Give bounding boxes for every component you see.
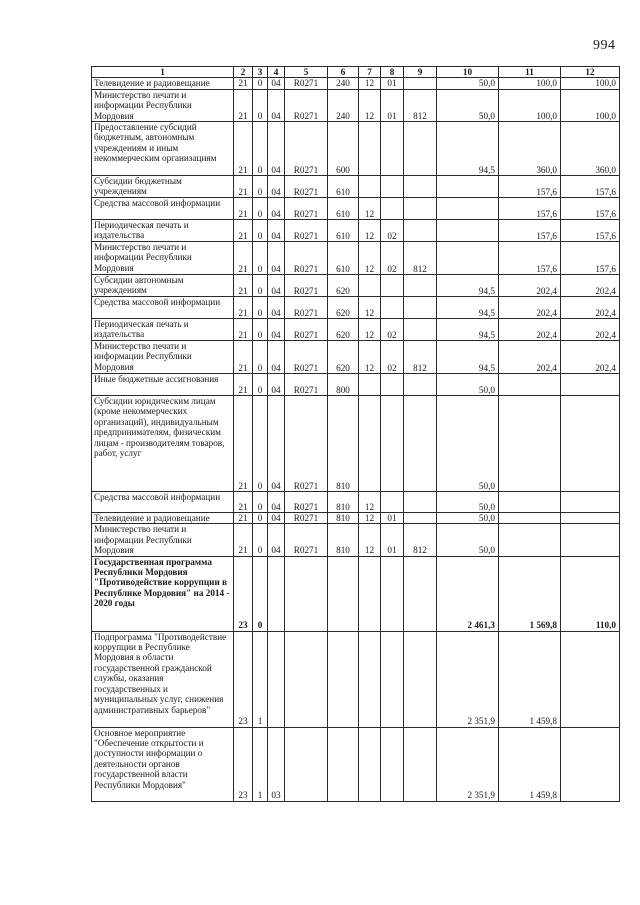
event-cell: 04 <box>268 319 285 341</box>
chapter-cell <box>359 396 381 492</box>
expense-type-cell: 240 <box>328 78 359 89</box>
event-cell: 04 <box>268 89 285 121</box>
subprogram-cell: 0 <box>253 275 268 297</box>
amount-col11-cell: 202,4 <box>499 319 561 341</box>
table-row <box>92 396 620 492</box>
section-code-cell: 21 <box>234 275 253 297</box>
row-name-cell: Министерство печати и информации Республики Мордовия <box>92 242 234 275</box>
chapter-cell: 12 <box>359 524 381 556</box>
event-cell: 04 <box>268 122 285 176</box>
amount-col10-cell: 2 461,3 <box>437 556 499 631</box>
event-cell <box>268 631 285 727</box>
chapter-cell: 12 <box>359 492 381 513</box>
direction-cell: R0271 <box>285 78 328 89</box>
row-name-cell: Периодическая печать и издательства <box>92 319 234 341</box>
amount-col12-cell <box>561 374 620 396</box>
ministry-cell <box>404 727 437 801</box>
table-row <box>92 220 620 242</box>
ministry-cell <box>404 198 437 220</box>
subsection-cell: 02 <box>381 341 404 374</box>
expense-type-cell: 810 <box>328 524 359 556</box>
section-code-cell: 21 <box>234 319 253 341</box>
expense-type-cell: 620 <box>328 297 359 319</box>
subsection-cell <box>381 198 404 220</box>
column-header: 5 <box>285 67 328 78</box>
amount-col10-cell: 94,5 <box>437 297 499 319</box>
amount-col11-cell: 202,4 <box>499 275 561 297</box>
ministry-cell <box>404 297 437 319</box>
row-name-cell: Средства массовой информации <box>92 198 234 220</box>
chapter-cell <box>359 122 381 176</box>
ministry-cell <box>404 396 437 492</box>
event-cell: 04 <box>268 524 285 556</box>
row-name-cell: Иные бюджетные ассигнования <box>92 374 234 396</box>
amount-col12-cell: 202,4 <box>561 275 620 297</box>
amount-col10-cell: 94,5 <box>437 319 499 341</box>
expense-type-cell <box>328 727 359 801</box>
table-row <box>92 524 620 556</box>
section-code-cell: 21 <box>234 297 253 319</box>
subprogram-cell: 0 <box>253 513 268 524</box>
amount-col10-cell <box>437 242 499 275</box>
expense-type-cell <box>328 631 359 727</box>
amount-col12-cell: 157,6 <box>561 198 620 220</box>
subprogram-cell: 0 <box>253 220 268 242</box>
section-code-cell: 21 <box>234 341 253 374</box>
expense-type-cell: 610 <box>328 220 359 242</box>
ministry-cell: 812 <box>404 89 437 121</box>
subsection-cell <box>381 275 404 297</box>
amount-col10-cell: 50,0 <box>437 78 499 89</box>
row-name-cell: Средства массовой информации <box>92 297 234 319</box>
amount-col11-cell <box>499 374 561 396</box>
event-cell: 04 <box>268 492 285 513</box>
column-header: 9 <box>404 67 437 78</box>
section-code-cell: 21 <box>234 176 253 198</box>
expense-type-cell: 810 <box>328 513 359 524</box>
subsection-cell: 02 <box>381 319 404 341</box>
expense-type-cell: 610 <box>328 176 359 198</box>
expense-type-cell: 810 <box>328 396 359 492</box>
expense-type-cell: 620 <box>328 275 359 297</box>
column-header: 10 <box>437 67 499 78</box>
ministry-cell: 812 <box>404 524 437 556</box>
amount-col11-cell <box>499 492 561 513</box>
row-name-cell: Субсидии автономным учреждениям <box>92 275 234 297</box>
section-code-cell: 21 <box>234 396 253 492</box>
amount-col12-cell <box>561 631 620 727</box>
chapter-cell: 12 <box>359 220 381 242</box>
subprogram-cell: 0 <box>253 78 268 89</box>
subprogram-cell: 0 <box>253 176 268 198</box>
event-cell: 04 <box>268 220 285 242</box>
column-header: 2 <box>234 67 253 78</box>
direction-cell: R0271 <box>285 374 328 396</box>
subsection-cell <box>381 374 404 396</box>
amount-col10-cell: 50,0 <box>437 396 499 492</box>
subsection-cell <box>381 297 404 319</box>
subprogram-cell: 0 <box>253 374 268 396</box>
expense-type-cell: 600 <box>328 122 359 176</box>
subsection-cell: 02 <box>381 242 404 275</box>
amount-col12-cell: 202,4 <box>561 341 620 374</box>
amount-col12-cell: 157,6 <box>561 242 620 275</box>
table-row <box>92 122 620 176</box>
direction-cell: R0271 <box>285 242 328 275</box>
expense-type-cell: 610 <box>328 242 359 275</box>
column-header: 3 <box>253 67 268 78</box>
subprogram-cell: 0 <box>253 492 268 513</box>
subsection-cell: 01 <box>381 89 404 121</box>
event-cell: 04 <box>268 198 285 220</box>
column-header: 6 <box>328 67 359 78</box>
expense-type-cell <box>328 556 359 631</box>
amount-col11-cell <box>499 524 561 556</box>
amount-col12-cell: 157,6 <box>561 176 620 198</box>
event-cell: 04 <box>268 275 285 297</box>
row-name-cell: Телевидение и радиовещание <box>92 78 234 89</box>
amount-col12-cell <box>561 513 620 524</box>
amount-col12-cell <box>561 727 620 801</box>
column-header: 8 <box>381 67 404 78</box>
chapter-cell: 12 <box>359 319 381 341</box>
amount-col10-cell: 50,0 <box>437 524 499 556</box>
subsection-cell: 01 <box>381 524 404 556</box>
column-header: 12 <box>561 67 620 78</box>
ministry-cell <box>404 176 437 198</box>
table-row <box>92 727 620 801</box>
direction-cell <box>285 556 328 631</box>
section-code-cell: 23 <box>234 727 253 801</box>
subprogram-cell: 0 <box>253 89 268 121</box>
ministry-cell <box>404 275 437 297</box>
ministry-cell <box>404 513 437 524</box>
table-row <box>92 492 620 513</box>
row-name-cell: Предоставление субсидий бюджетным, автономным учреждениям и иным некоммерческим организациям <box>92 122 234 176</box>
amount-col11-cell: 100,0 <box>499 89 561 121</box>
direction-cell <box>285 727 328 801</box>
amount-col10-cell: 50,0 <box>437 513 499 524</box>
amount-col10-cell: 94,5 <box>437 122 499 176</box>
subprogram-cell: 0 <box>253 396 268 492</box>
subprogram-cell: 0 <box>253 198 268 220</box>
ministry-cell <box>404 78 437 89</box>
amount-col11-cell: 157,6 <box>499 198 561 220</box>
event-cell: 04 <box>268 176 285 198</box>
direction-cell: R0271 <box>285 396 328 492</box>
subprogram-cell: 0 <box>253 319 268 341</box>
subprogram-cell: 0 <box>253 122 268 176</box>
ministry-cell <box>404 122 437 176</box>
subsection-cell <box>381 727 404 801</box>
table-row <box>92 78 620 89</box>
amount-col12-cell <box>561 396 620 492</box>
section-code-cell: 21 <box>234 198 253 220</box>
row-name-cell: Периодическая печать и издательства <box>92 220 234 242</box>
amount-col10-cell <box>437 220 499 242</box>
amount-col11-cell <box>499 396 561 492</box>
table-row <box>92 556 620 631</box>
ministry-cell <box>404 220 437 242</box>
ministry-cell: 812 <box>404 242 437 275</box>
subsection-cell <box>381 176 404 198</box>
section-code-cell: 21 <box>234 374 253 396</box>
amount-col12-cell <box>561 492 620 513</box>
table-row <box>92 176 620 198</box>
expense-type-cell: 810 <box>328 492 359 513</box>
row-name-cell: Государственная программа Республики Мордовия "Противодействие коррупции в Республике Мордовия" на 2014 - 2020 годы <box>92 556 234 631</box>
ministry-cell: 812 <box>404 341 437 374</box>
column-header: 7 <box>359 67 381 78</box>
ministry-cell <box>404 556 437 631</box>
amount-col11-cell: 360,0 <box>499 122 561 176</box>
chapter-cell <box>359 275 381 297</box>
amount-col11-cell: 1 459,8 <box>499 631 561 727</box>
section-code-cell: 21 <box>234 122 253 176</box>
ministry-cell <box>404 492 437 513</box>
table-row <box>92 631 620 727</box>
section-code-cell: 21 <box>234 242 253 275</box>
chapter-cell <box>359 374 381 396</box>
budget-table <box>91 66 620 802</box>
chapter-cell <box>359 176 381 198</box>
amount-col11-cell: 202,4 <box>499 341 561 374</box>
subprogram-cell: 0 <box>253 242 268 275</box>
chapter-cell <box>359 631 381 727</box>
subsection-cell <box>381 122 404 176</box>
row-name-cell: Министерство печати и информации Республики Мордовия <box>92 89 234 121</box>
direction-cell: R0271 <box>285 341 328 374</box>
table-row <box>92 198 620 220</box>
subsection-cell <box>381 631 404 727</box>
chapter-cell: 12 <box>359 78 381 89</box>
amount-col10-cell: 2 351,9 <box>437 727 499 801</box>
table-row <box>92 242 620 275</box>
chapter-cell: 12 <box>359 242 381 275</box>
amount-col10-cell: 50,0 <box>437 89 499 121</box>
ministry-cell <box>404 631 437 727</box>
event-cell: 04 <box>268 242 285 275</box>
table-row <box>92 513 620 524</box>
chapter-cell <box>359 556 381 631</box>
direction-cell: R0271 <box>285 275 328 297</box>
amount-col10-cell: 50,0 <box>437 374 499 396</box>
amount-col10-cell: 50,0 <box>437 492 499 513</box>
section-code-cell: 21 <box>234 492 253 513</box>
subsection-cell <box>381 556 404 631</box>
ministry-cell <box>404 374 437 396</box>
direction-cell <box>285 631 328 727</box>
chapter-cell <box>359 727 381 801</box>
row-name-cell: Министерство печати и информации Республики Мордовия <box>92 341 234 374</box>
subsection-cell: 02 <box>381 220 404 242</box>
subprogram-cell: 0 <box>253 297 268 319</box>
amount-col10-cell <box>437 176 499 198</box>
expense-type-cell: 240 <box>328 89 359 121</box>
amount-col12-cell <box>561 524 620 556</box>
chapter-cell: 12 <box>359 297 381 319</box>
direction-cell: R0271 <box>285 524 328 556</box>
amount-col11-cell: 157,6 <box>499 220 561 242</box>
subprogram-cell: 1 <box>253 631 268 727</box>
column-header: 4 <box>268 67 285 78</box>
direction-cell: R0271 <box>285 176 328 198</box>
table-row <box>92 319 620 341</box>
row-name-cell: Министерство печати и информации Республики Мордовия <box>92 524 234 556</box>
subsection-cell <box>381 396 404 492</box>
ministry-cell <box>404 319 437 341</box>
table-row <box>92 341 620 374</box>
amount-col12-cell: 100,0 <box>561 89 620 121</box>
amount-col10-cell: 94,5 <box>437 275 499 297</box>
chapter-cell: 12 <box>359 89 381 121</box>
direction-cell: R0271 <box>285 89 328 121</box>
amount-col11-cell: 157,6 <box>499 242 561 275</box>
table-row <box>92 297 620 319</box>
table-row <box>92 374 620 396</box>
section-code-cell: 23 <box>234 631 253 727</box>
table-row <box>92 89 620 121</box>
amount-col11-cell <box>499 513 561 524</box>
event-cell: 03 <box>268 727 285 801</box>
subsection-cell: 01 <box>381 78 404 89</box>
column-number-header-row <box>92 67 620 78</box>
subprogram-cell: 0 <box>253 524 268 556</box>
event-cell: 04 <box>268 374 285 396</box>
subprogram-cell: 0 <box>253 341 268 374</box>
amount-col12-cell: 157,6 <box>561 220 620 242</box>
direction-cell: R0271 <box>285 198 328 220</box>
column-header: 11 <box>499 67 561 78</box>
subprogram-cell: 1 <box>253 727 268 801</box>
section-code-cell: 21 <box>234 220 253 242</box>
expense-type-cell: 620 <box>328 341 359 374</box>
expense-type-cell: 620 <box>328 319 359 341</box>
amount-col12-cell: 360,0 <box>561 122 620 176</box>
amount-col12-cell: 202,4 <box>561 319 620 341</box>
chapter-cell: 12 <box>359 513 381 524</box>
direction-cell: R0271 <box>285 297 328 319</box>
amount-col10-cell: 94,5 <box>437 341 499 374</box>
subprogram-cell: 0 <box>253 556 268 631</box>
event-cell: 04 <box>268 513 285 524</box>
chapter-cell: 12 <box>359 198 381 220</box>
row-name-cell: Телевидение и радиовещание <box>92 513 234 524</box>
section-code-cell: 21 <box>234 524 253 556</box>
amount-col10-cell <box>437 198 499 220</box>
row-name-cell: Субсидии бюджетным учреждениям <box>92 176 234 198</box>
event-cell: 04 <box>268 78 285 89</box>
subsection-cell: 01 <box>381 513 404 524</box>
direction-cell: R0271 <box>285 122 328 176</box>
event-cell: 04 <box>268 297 285 319</box>
event-cell: 04 <box>268 396 285 492</box>
amount-col10-cell: 2 351,9 <box>437 631 499 727</box>
amount-col11-cell: 1 459,8 <box>499 727 561 801</box>
amount-col12-cell: 100,0 <box>561 78 620 89</box>
section-code-cell: 21 <box>234 513 253 524</box>
row-name-cell: Подпрограмма "Противодействие коррупции в Республике Мордовия в области государственной гражданской службы, оказания государственных и муниципальных услуг, снижения административных барьеров" <box>92 631 234 727</box>
amount-col11-cell: 202,4 <box>499 297 561 319</box>
chapter-cell: 12 <box>359 341 381 374</box>
subsection-cell <box>381 492 404 513</box>
event-cell: 04 <box>268 341 285 374</box>
row-name-cell: Средства массовой информации <box>92 492 234 513</box>
expense-type-cell: 610 <box>328 198 359 220</box>
row-name-cell: Основное мероприятие "Обеспечение открытости и доступности информации о деятельности органов государственной власти Республики Мордовия" <box>92 727 234 801</box>
amount-col11-cell: 1 569,8 <box>499 556 561 631</box>
direction-cell: R0271 <box>285 513 328 524</box>
event-cell <box>268 556 285 631</box>
direction-cell: R0271 <box>285 319 328 341</box>
direction-cell: R0271 <box>285 220 328 242</box>
section-code-cell: 23 <box>234 556 253 631</box>
expense-type-cell: 800 <box>328 374 359 396</box>
column-header: 1 <box>92 67 234 78</box>
direction-cell: R0271 <box>285 492 328 513</box>
table-row <box>92 275 620 297</box>
amount-col12-cell: 202,4 <box>561 297 620 319</box>
amount-col11-cell: 100,0 <box>499 78 561 89</box>
amount-col12-cell: 110,0 <box>561 556 620 631</box>
section-code-cell: 21 <box>234 78 253 89</box>
amount-col11-cell: 157,6 <box>499 176 561 198</box>
row-name-cell: Субсидии юридическим лицам (кроме некоммерческих организаций), индивидуальным предпринимателям, физическим лицам - производителям товаров, работ, услуг <box>92 396 234 492</box>
page-number: 994 <box>593 38 616 53</box>
section-code-cell: 21 <box>234 89 253 121</box>
